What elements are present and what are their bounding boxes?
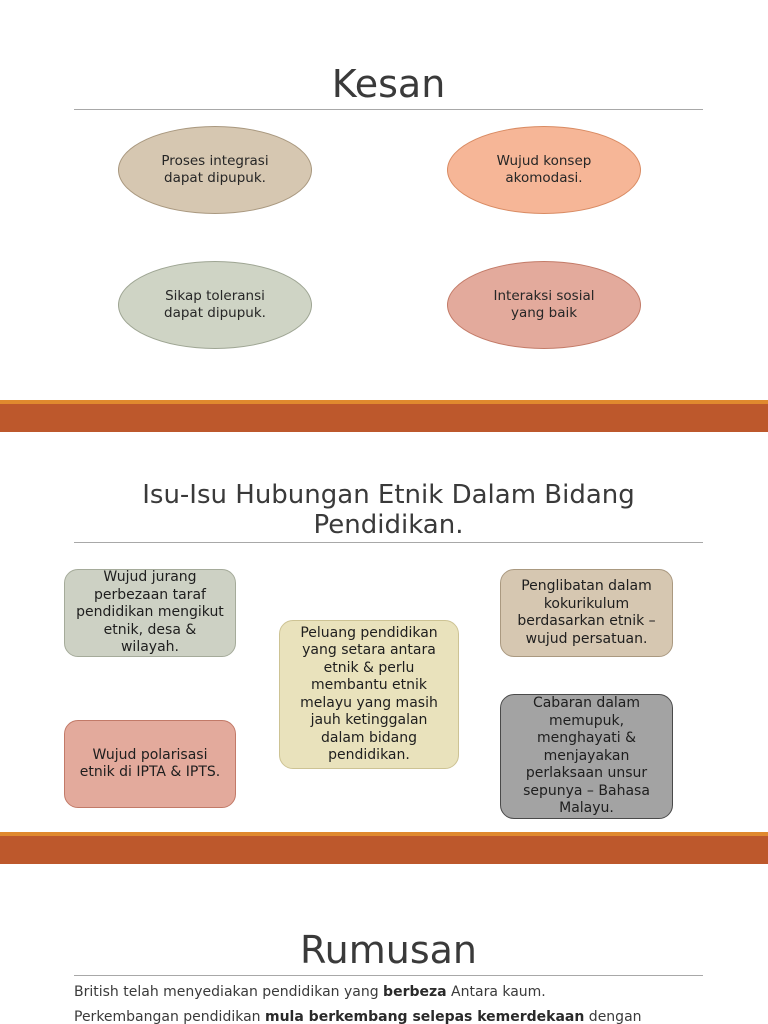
bold-text-run: berbeza <box>383 984 447 1000</box>
oval-text: Sikap toleransi dapat dipupuk. <box>164 288 266 321</box>
oval-integrasi <box>118 126 312 214</box>
summary-line-1 <box>74 982 703 1002</box>
band-highlight <box>0 400 768 404</box>
oval-toleransi <box>118 261 312 349</box>
oval-text: Proses integrasi dapat dipupuk. <box>161 153 269 186</box>
oval-text: Interaksi sosial yang baik <box>493 288 595 321</box>
bold-text-run: mula berkembang selepas kemerdekaan <box>265 1009 585 1024</box>
title-divider <box>74 542 703 543</box>
box-text: Cabaran dalam memupuk, menghayati & menjayakan perlaksaan unsur sepunya – Bahasa Malayu. <box>523 695 650 817</box>
box-cabaran <box>500 694 673 819</box>
title-divider <box>74 975 703 976</box>
oval-akomodasi <box>447 126 641 214</box>
slide-rumusan <box>0 864 768 1024</box>
box-polarisasi <box>64 720 236 808</box>
box-text: Peluang pendidikan yang setara antara etnik & perlu membantu etnik melayu yang masih jauh ketinggalan dalam bidang pendidikan. <box>300 624 438 763</box>
box-text: Wujud jurang perbezaan taraf pendidikan mengikut etnik, desa & wilayah. <box>76 569 224 656</box>
slide-title: Isu-Isu Hubungan Etnik Dalam Bidang Pendidikan. <box>142 480 635 540</box>
box-jurang-perbezaan <box>64 569 236 657</box>
summary-line-2 <box>74 1007 703 1024</box>
band-highlight <box>0 832 768 836</box>
box-peluang-pendidikan <box>279 620 459 769</box>
title-divider <box>74 109 703 110</box>
text-run: Antara kaum. <box>446 984 546 1000</box>
slide-isu-isu <box>0 432 768 832</box>
slide-separator-band <box>0 832 768 864</box>
slide-kesan <box>0 0 768 400</box>
slide-title: Rumusan <box>299 928 478 972</box>
oval-interaksi <box>447 261 641 349</box>
slide-separator-band <box>0 400 768 432</box>
box-text: Penglibatan dalam kokurikulum berdasarkan etnik – wujud persatuan. <box>517 578 656 647</box>
text-run: British telah menyediakan pendidikan yang <box>74 984 384 1000</box>
slide-title: Kesan <box>331 62 446 106</box>
box-text: Wujud polarisasi etnik di IPTA & IPTS. <box>79 746 221 780</box>
oval-text: Wujud konsep akomodasi. <box>496 153 592 186</box>
text-run: dengan <box>584 1009 642 1024</box>
box-kokurikulum <box>500 569 673 657</box>
text-run: Perkembangan pendidikan <box>74 1009 265 1024</box>
